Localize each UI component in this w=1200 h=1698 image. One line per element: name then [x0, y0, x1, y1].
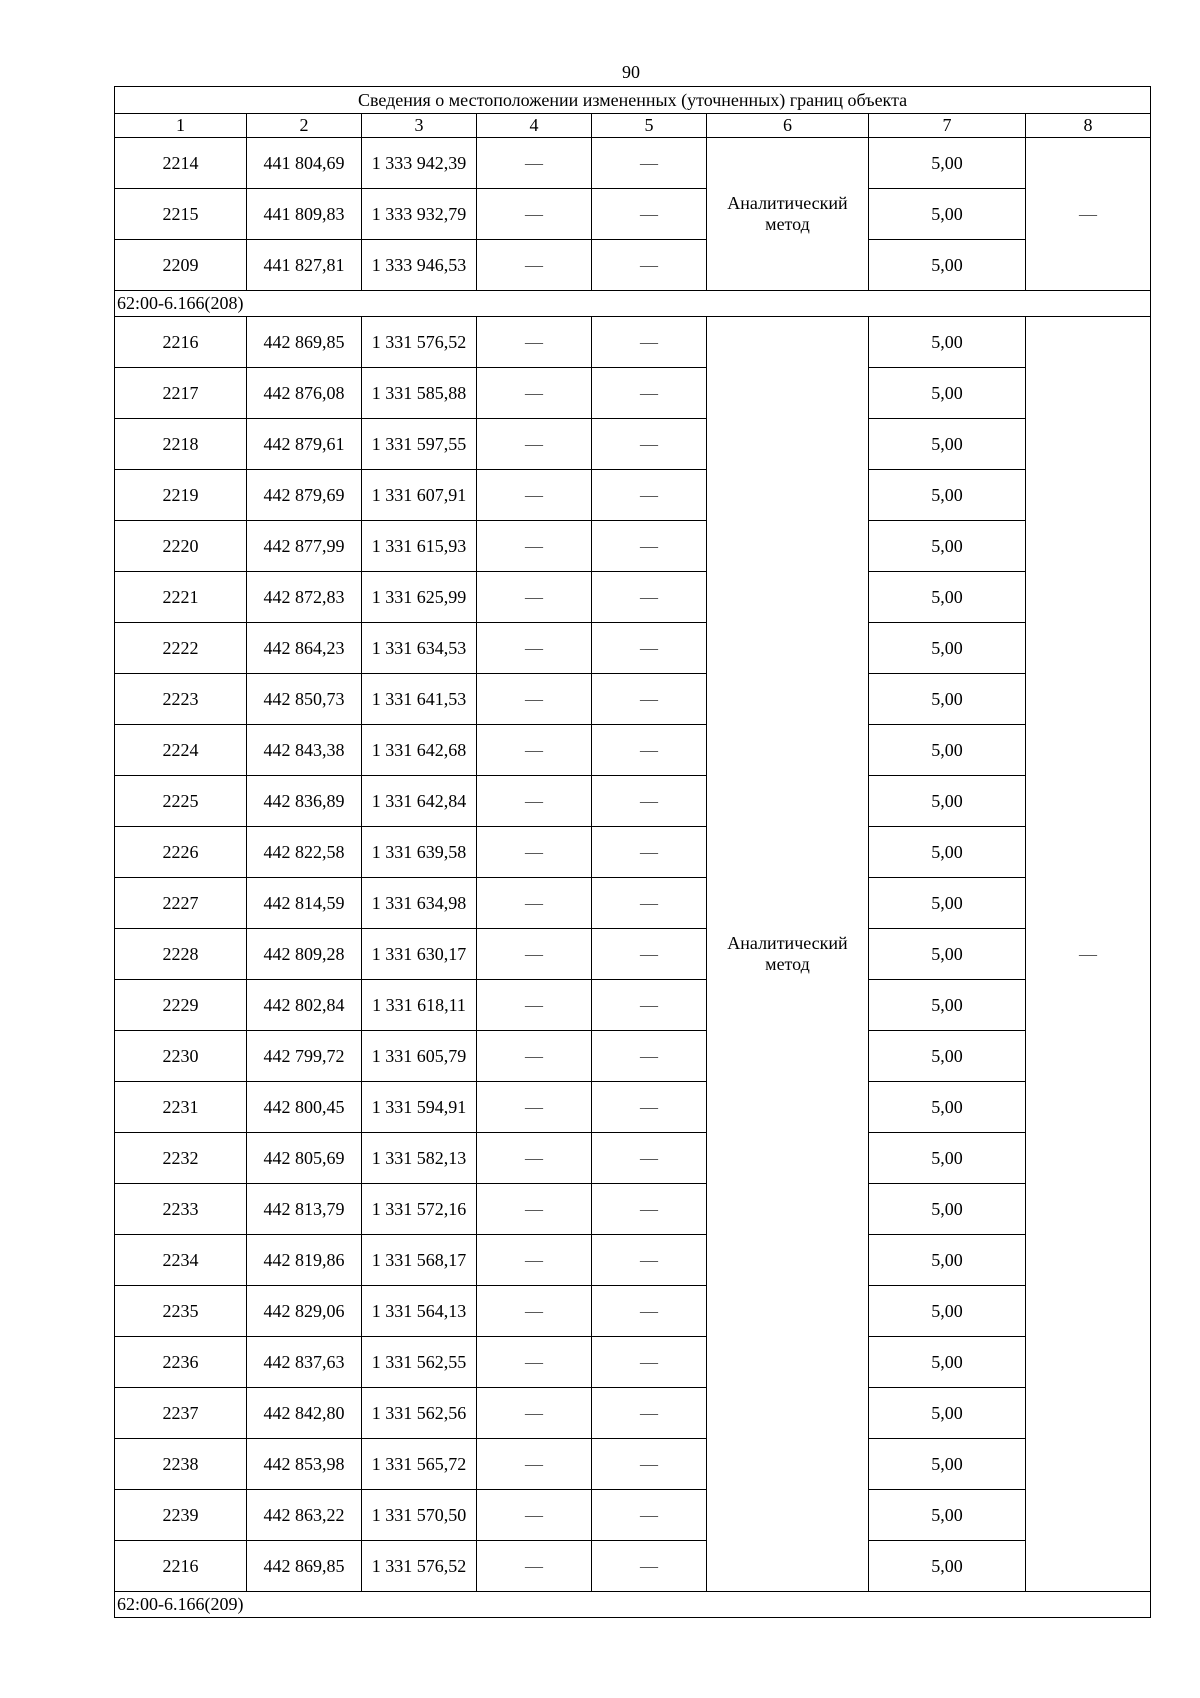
coordinate-x: 442 843,38: [247, 725, 362, 776]
dash-cell: —: [477, 1133, 592, 1184]
boundary-table: [114, 86, 1151, 1618]
point-number: 2234: [115, 1235, 247, 1286]
accuracy-value: 5,00: [869, 674, 1026, 725]
point-number: 2227: [115, 878, 247, 929]
coordinate-y: 1 331 642,84: [362, 776, 477, 827]
coordinate-x: 441 804,69: [247, 138, 362, 189]
point-number: 2209: [115, 240, 247, 291]
coordinate-x: 442 872,83: [247, 572, 362, 623]
point-number: 2232: [115, 1133, 247, 1184]
table-row: [115, 240, 1151, 291]
table-row: [115, 623, 1151, 674]
dash-cell: —: [477, 1235, 592, 1286]
point-number: 2222: [115, 623, 247, 674]
dash-cell: —: [592, 368, 707, 419]
table-row: [115, 1337, 1151, 1388]
coordinate-y: 1 331 634,98: [362, 878, 477, 929]
accuracy-value: 5,00: [869, 980, 1026, 1031]
table-row: [115, 725, 1151, 776]
column-number: 8: [1026, 114, 1151, 138]
table-row: [115, 980, 1151, 1031]
point-number: 2237: [115, 1388, 247, 1439]
dash-cell: —: [592, 1184, 707, 1235]
coordinate-y: 1 331 618,11: [362, 980, 477, 1031]
point-number: 2235: [115, 1286, 247, 1337]
table-row: [115, 1031, 1151, 1082]
dash-cell: —: [592, 240, 707, 291]
dash-cell: —: [477, 240, 592, 291]
point-number: 2215: [115, 189, 247, 240]
dash-cell: —: [477, 980, 592, 1031]
dash-cell: —: [477, 470, 592, 521]
coordinate-x: 442 813,79: [247, 1184, 362, 1235]
table-title: Сведения о местоположении измененных (уточненных) границ объекта: [115, 87, 1151, 114]
accuracy-value: 5,00: [869, 1286, 1026, 1337]
table-row: [115, 878, 1151, 929]
dash-cell: —: [592, 1337, 707, 1388]
dash-cell: —: [592, 1031, 707, 1082]
point-number: 2225: [115, 776, 247, 827]
accuracy-value: 5,00: [869, 725, 1026, 776]
dash-cell: —: [477, 1337, 592, 1388]
coordinate-y: 1 331 585,88: [362, 368, 477, 419]
coordinate-y: 1 333 932,79: [362, 189, 477, 240]
column-number: 5: [592, 114, 707, 138]
dash-cell: —: [592, 878, 707, 929]
coordinate-y: 1 333 942,39: [362, 138, 477, 189]
dash-cell: —: [477, 317, 592, 368]
accuracy-value: 5,00: [869, 572, 1026, 623]
dash-cell: —: [477, 1490, 592, 1541]
table-row: [115, 1439, 1151, 1490]
dash-cell: —: [592, 827, 707, 878]
accuracy-value: 5,00: [869, 776, 1026, 827]
coordinate-y: 1 331 639,58: [362, 827, 477, 878]
group-row: [115, 291, 1151, 317]
accuracy-value: 5,00: [869, 827, 1026, 878]
dash-cell: —: [477, 1031, 592, 1082]
dash-cell: —: [592, 776, 707, 827]
dash-cell: —: [592, 1490, 707, 1541]
dash-cell: —: [592, 138, 707, 189]
accuracy-value: 5,00: [869, 189, 1026, 240]
coordinate-x: 441 809,83: [247, 189, 362, 240]
coordinate-x: 442 822,58: [247, 827, 362, 878]
accuracy-value: 5,00: [869, 138, 1026, 189]
coordinate-y: 1 331 582,13: [362, 1133, 477, 1184]
accuracy-value: 5,00: [869, 1133, 1026, 1184]
accuracy-value: 5,00: [869, 521, 1026, 572]
dash-cell: —: [592, 674, 707, 725]
dash-cell: —: [477, 1439, 592, 1490]
coordinate-x: 442 805,69: [247, 1133, 362, 1184]
dash-cell: —: [592, 521, 707, 572]
accuracy-value: 5,00: [869, 240, 1026, 291]
table-row: [115, 138, 1151, 189]
coordinate-x: 442 800,45: [247, 1082, 362, 1133]
accuracy-value: 5,00: [869, 1031, 1026, 1082]
dash-cell: —: [592, 1439, 707, 1490]
dash-cell: —: [477, 1184, 592, 1235]
table-row: [115, 572, 1151, 623]
point-number: 2226: [115, 827, 247, 878]
coordinate-x: 442 837,63: [247, 1337, 362, 1388]
coordinate-y: 1 331 625,99: [362, 572, 477, 623]
coordinate-y: 1 331 641,53: [362, 674, 477, 725]
coordinate-x: 442 864,23: [247, 623, 362, 674]
dash-cell: —: [477, 776, 592, 827]
coordinate-y: 1 331 597,55: [362, 419, 477, 470]
dash-cell: —: [477, 1082, 592, 1133]
dash-cell: —: [592, 1235, 707, 1286]
table-row: [115, 776, 1151, 827]
point-number: 2219: [115, 470, 247, 521]
coordinate-y: 1 331 576,52: [362, 1541, 477, 1592]
dash-cell: —: [477, 725, 592, 776]
table-row: [115, 1133, 1151, 1184]
coordinate-y: 1 331 630,17: [362, 929, 477, 980]
dash-cell: —: [477, 827, 592, 878]
coordinate-y: 1 331 568,17: [362, 1235, 477, 1286]
coordinate-y: 1 331 572,16: [362, 1184, 477, 1235]
dash-cell: —: [477, 929, 592, 980]
coordinate-x: 442 879,61: [247, 419, 362, 470]
point-number: 2231: [115, 1082, 247, 1133]
accuracy-value: 5,00: [869, 1388, 1026, 1439]
coordinate-x: 442 879,69: [247, 470, 362, 521]
dash-cell: —: [1026, 138, 1151, 291]
point-number: 2216: [115, 317, 247, 368]
dash-cell: —: [592, 572, 707, 623]
coordinate-y: 1 331 565,72: [362, 1439, 477, 1490]
coordinate-x: 442 802,84: [247, 980, 362, 1031]
point-number: 2228: [115, 929, 247, 980]
coordinate-x: 442 863,22: [247, 1490, 362, 1541]
coordinate-y: 1 331 605,79: [362, 1031, 477, 1082]
dash-cell: —: [592, 980, 707, 1031]
point-number: 2221: [115, 572, 247, 623]
point-number: 2223: [115, 674, 247, 725]
point-number: 2230: [115, 1031, 247, 1082]
point-number: 2238: [115, 1439, 247, 1490]
dash-cell: —: [477, 368, 592, 419]
dash-cell: —: [477, 419, 592, 470]
coordinate-x: 442 814,59: [247, 878, 362, 929]
table-row: [115, 1541, 1151, 1592]
point-number: 2218: [115, 419, 247, 470]
point-number: 2224: [115, 725, 247, 776]
point-number: 2217: [115, 368, 247, 419]
dash-cell: —: [592, 1541, 707, 1592]
dash-cell: —: [592, 1388, 707, 1439]
coordinate-x: 442 869,85: [247, 317, 362, 368]
point-number: 2216: [115, 1541, 247, 1592]
accuracy-value: 5,00: [869, 1490, 1026, 1541]
dash-cell: —: [477, 1541, 592, 1592]
coordinate-y: 1 331 570,50: [362, 1490, 477, 1541]
coordinate-x: 442 829,06: [247, 1286, 362, 1337]
accuracy-value: 5,00: [869, 878, 1026, 929]
dash-cell: —: [592, 623, 707, 674]
coordinate-x: 441 827,81: [247, 240, 362, 291]
method-cell: Аналитический метод: [707, 317, 869, 1592]
accuracy-value: 5,00: [869, 1541, 1026, 1592]
table-row: [115, 1184, 1151, 1235]
dash-cell: —: [477, 521, 592, 572]
coordinate-x: 442 842,80: [247, 1388, 362, 1439]
dash-cell: —: [592, 419, 707, 470]
accuracy-value: 5,00: [869, 317, 1026, 368]
dash-cell: —: [477, 572, 592, 623]
dash-cell: —: [477, 878, 592, 929]
coordinate-x: 442 850,73: [247, 674, 362, 725]
coordinate-y: 1 333 946,53: [362, 240, 477, 291]
coordinate-x: 442 877,99: [247, 521, 362, 572]
group-row: [115, 1592, 1151, 1618]
coordinate-y: 1 331 576,52: [362, 317, 477, 368]
accuracy-value: 5,00: [869, 419, 1026, 470]
accuracy-value: 5,00: [869, 1184, 1026, 1235]
group-label: 62:00-6.166(209): [115, 1592, 1151, 1618]
coordinate-x: 442 836,89: [247, 776, 362, 827]
dash-cell: —: [592, 929, 707, 980]
table-row: [115, 470, 1151, 521]
coordinate-y: 1 331 642,68: [362, 725, 477, 776]
coordinate-y: 1 331 634,53: [362, 623, 477, 674]
coordinate-y: 1 331 562,55: [362, 1337, 477, 1388]
point-number: 2233: [115, 1184, 247, 1235]
coordinate-x: 442 853,98: [247, 1439, 362, 1490]
dash-cell: —: [592, 317, 707, 368]
table-row: [115, 1082, 1151, 1133]
coordinate-y: 1 331 562,56: [362, 1388, 477, 1439]
column-number: 7: [869, 114, 1026, 138]
dash-cell: —: [592, 470, 707, 521]
column-number: 2: [247, 114, 362, 138]
coordinate-y: 1 331 594,91: [362, 1082, 477, 1133]
coordinate-x: 442 799,72: [247, 1031, 362, 1082]
accuracy-value: 5,00: [869, 929, 1026, 980]
dash-cell: —: [592, 189, 707, 240]
dash-cell: —: [477, 138, 592, 189]
table-row: [115, 1286, 1151, 1337]
table-row: [115, 368, 1151, 419]
column-number: 4: [477, 114, 592, 138]
point-number: 2214: [115, 138, 247, 189]
group-label: 62:00-6.166(208): [115, 291, 1151, 317]
coordinate-x: 442 876,08: [247, 368, 362, 419]
dash-cell: —: [592, 1286, 707, 1337]
column-number: 1: [115, 114, 247, 138]
dash-cell: —: [592, 725, 707, 776]
table-row: [115, 674, 1151, 725]
method-cell: Аналитический метод: [707, 138, 869, 291]
dash-cell: —: [592, 1082, 707, 1133]
page-number: 90: [622, 62, 640, 82]
table-row: [115, 521, 1151, 572]
table-row: [115, 317, 1151, 368]
point-number: 2239: [115, 1490, 247, 1541]
table-row: [115, 189, 1151, 240]
dash-cell: —: [592, 1133, 707, 1184]
dash-cell: —: [477, 189, 592, 240]
table-row: [115, 929, 1151, 980]
point-number: 2236: [115, 1337, 247, 1388]
accuracy-value: 5,00: [869, 1235, 1026, 1286]
coordinate-y: 1 331 564,13: [362, 1286, 477, 1337]
accuracy-value: 5,00: [869, 623, 1026, 674]
table-row: [115, 827, 1151, 878]
column-number: 6: [707, 114, 869, 138]
coordinate-y: 1 331 607,91: [362, 470, 477, 521]
accuracy-value: 5,00: [869, 470, 1026, 521]
accuracy-value: 5,00: [869, 1337, 1026, 1388]
dash-cell: —: [477, 623, 592, 674]
table-row: [115, 419, 1151, 470]
dash-cell: —: [477, 1286, 592, 1337]
column-number: 3: [362, 114, 477, 138]
accuracy-value: 5,00: [869, 1082, 1026, 1133]
coordinate-x: 442 819,86: [247, 1235, 362, 1286]
accuracy-value: 5,00: [869, 368, 1026, 419]
dash-cell: —: [477, 1388, 592, 1439]
table-row: [115, 1388, 1151, 1439]
point-number: 2229: [115, 980, 247, 1031]
coordinate-y: 1 331 615,93: [362, 521, 477, 572]
coordinate-x: 442 809,28: [247, 929, 362, 980]
dash-cell: —: [1026, 317, 1151, 1592]
accuracy-value: 5,00: [869, 1439, 1026, 1490]
table-row: [115, 1490, 1151, 1541]
point-number: 2220: [115, 521, 247, 572]
dash-cell: —: [477, 674, 592, 725]
table-row: [115, 1235, 1151, 1286]
coordinate-x: 442 869,85: [247, 1541, 362, 1592]
